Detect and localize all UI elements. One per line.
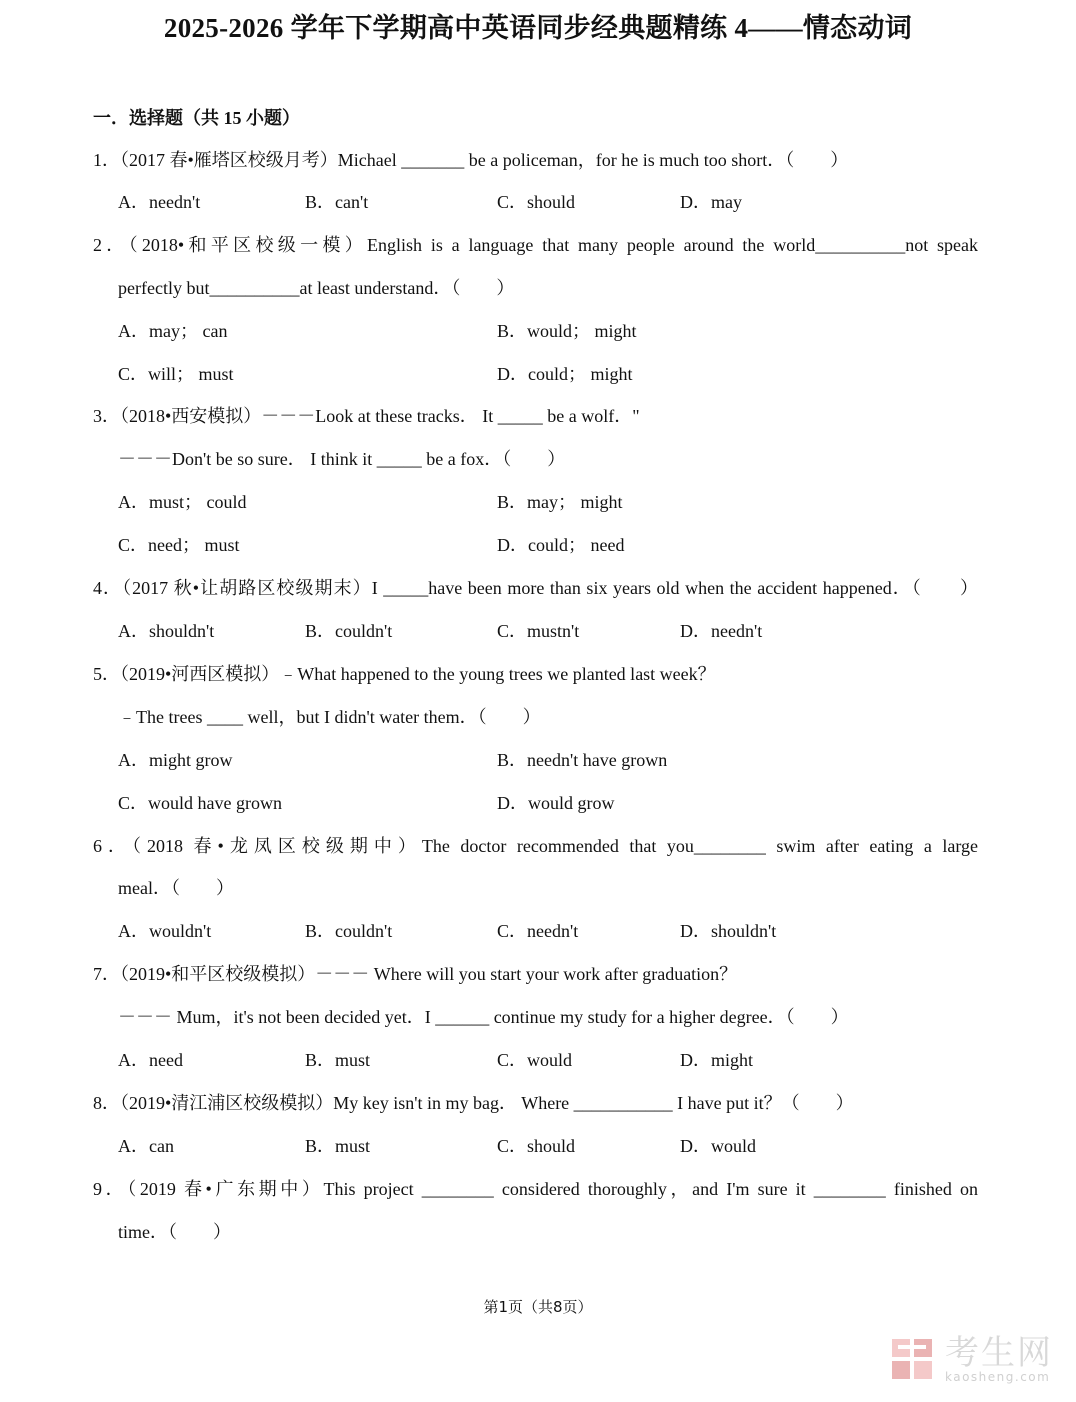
watermark-brand: 考生网 bbox=[945, 1333, 1053, 1373]
page-title: 2025-2026 学年下学期高中英语同步经典题精练 4——情态动词 bbox=[163, 13, 913, 43]
question-4-stem: 4．（2017 秋•让胡路区校级期末）I _____have been more than six years old when the accident happened．（ ） bbox=[93, 578, 978, 598]
question-6-stem-line-2: meal．（ ） bbox=[118, 878, 234, 898]
question-5-stem-line-2: ﹣The trees ____ well，but I didn't water them．（ ） bbox=[118, 707, 541, 727]
question-3-option-a[interactable]: A．must； could bbox=[118, 492, 247, 512]
question-9-stem-line-1: 9．（2019 春•广东期中）This project ________ considered thoroughly，and I'm sure it ________ finished on bbox=[93, 1179, 978, 1199]
question-5-option-b[interactable]: B．needn't have grown bbox=[497, 750, 668, 770]
question-8-option-b[interactable]: B．must bbox=[305, 1136, 371, 1156]
question-4-option-d[interactable]: D．needn't bbox=[680, 621, 763, 641]
question-7-stem-line-2: －－－ Mum，it's not been decided yet．I ______ continue my study for a higher degree．（ ） bbox=[118, 1007, 849, 1027]
question-3-stem-line-2: －－－Don't be so sure． I think it _____ be a fox．（ ） bbox=[118, 449, 566, 469]
question-5-option-c[interactable]: C．would have grown bbox=[118, 793, 282, 813]
question-7-option-a[interactable]: A．need bbox=[118, 1050, 183, 1070]
question-7-stem-line-1: 7．（2019•和平区校级模拟）－－－ Where will you start your work after graduation？ bbox=[93, 964, 738, 984]
question-2-stem-line-2: perfectly but__________at least understand．（ ） bbox=[118, 278, 515, 298]
question-8-option-c[interactable]: C．should bbox=[497, 1136, 576, 1156]
question-3-option-b[interactable]: B．may； might bbox=[497, 492, 623, 512]
question-6-option-c[interactable]: C．needn't bbox=[497, 921, 579, 941]
page-footer: 第1页（共8页） bbox=[483, 1298, 593, 1316]
question-1-option-d[interactable]: D．may bbox=[680, 192, 742, 212]
question-1-option-c[interactable]: C．should bbox=[497, 192, 576, 212]
question-2-option-b[interactable]: B．would； might bbox=[497, 321, 637, 341]
question-6-option-b[interactable]: B．couldn't bbox=[305, 921, 393, 941]
question-4-option-c[interactable]: C．mustn't bbox=[497, 621, 580, 641]
question-6-stem-line-1: 6．（2018 春•龙凤区校级期中）The doctor recommended that you________ swim after eating a large bbox=[93, 836, 978, 856]
question-9-stem-line-2: time．（ ） bbox=[118, 1222, 231, 1242]
question-3-option-c[interactable]: C．need； must bbox=[118, 535, 240, 555]
question-1-option-b[interactable]: B．can't bbox=[305, 192, 369, 212]
question-3-option-d[interactable]: D．could； need bbox=[497, 535, 625, 555]
watermark-url: kaosheng.com bbox=[945, 1370, 1051, 1384]
question-7-option-d[interactable]: D．might bbox=[680, 1050, 754, 1070]
question-8-stem: 8．（2019•清江浦区校级模拟）My key isn't in my bag． Where ___________ I have put it？（ ） bbox=[93, 1093, 854, 1113]
question-1-option-a[interactable]: A．needn't bbox=[118, 192, 201, 212]
question-2-option-c[interactable]: C．will； must bbox=[118, 364, 234, 384]
question-5-option-d[interactable]: D．would grow bbox=[497, 793, 615, 813]
question-5-option-a[interactable]: A．might grow bbox=[118, 750, 233, 770]
kaosheng-logo-icon bbox=[890, 1335, 938, 1383]
question-4-option-b[interactable]: B．couldn't bbox=[305, 621, 393, 641]
question-2-stem-line-1: 2．（2018•和平区校级一模）English is a language that many people around the world__________not speak bbox=[93, 235, 978, 255]
question-8-option-a[interactable]: A．can bbox=[118, 1136, 174, 1156]
question-6-option-a[interactable]: A．wouldn't bbox=[118, 921, 212, 941]
question-6-option-d[interactable]: D．shouldn't bbox=[680, 921, 777, 941]
watermark-logo bbox=[890, 1335, 1060, 1385]
question-7-option-b[interactable]: B．must bbox=[305, 1050, 371, 1070]
question-5-stem-line-1: 5．（2019•河西区模拟）﹣What happened to the young trees we planted last week？ bbox=[93, 664, 716, 684]
question-2-option-a[interactable]: A．may； can bbox=[118, 321, 228, 341]
question-1-stem: 1．（2017 春•雁塔区校级月考）Michael _______ be a policeman，for he is much too short．（ ） bbox=[93, 150, 849, 170]
question-8-option-d[interactable]: D．would bbox=[680, 1136, 756, 1156]
question-4-option-a[interactable]: A．shouldn't bbox=[118, 621, 215, 641]
section-header: 一．选择题（共 15 小题） bbox=[93, 108, 300, 128]
question-3-stem-line-1: 3．（2018•西安模拟）－－－Look at these tracks． It _____ be a wolf．" bbox=[93, 406, 640, 426]
question-2-option-d[interactable]: D．could； might bbox=[497, 364, 633, 384]
question-7-option-c[interactable]: C．would bbox=[497, 1050, 573, 1070]
